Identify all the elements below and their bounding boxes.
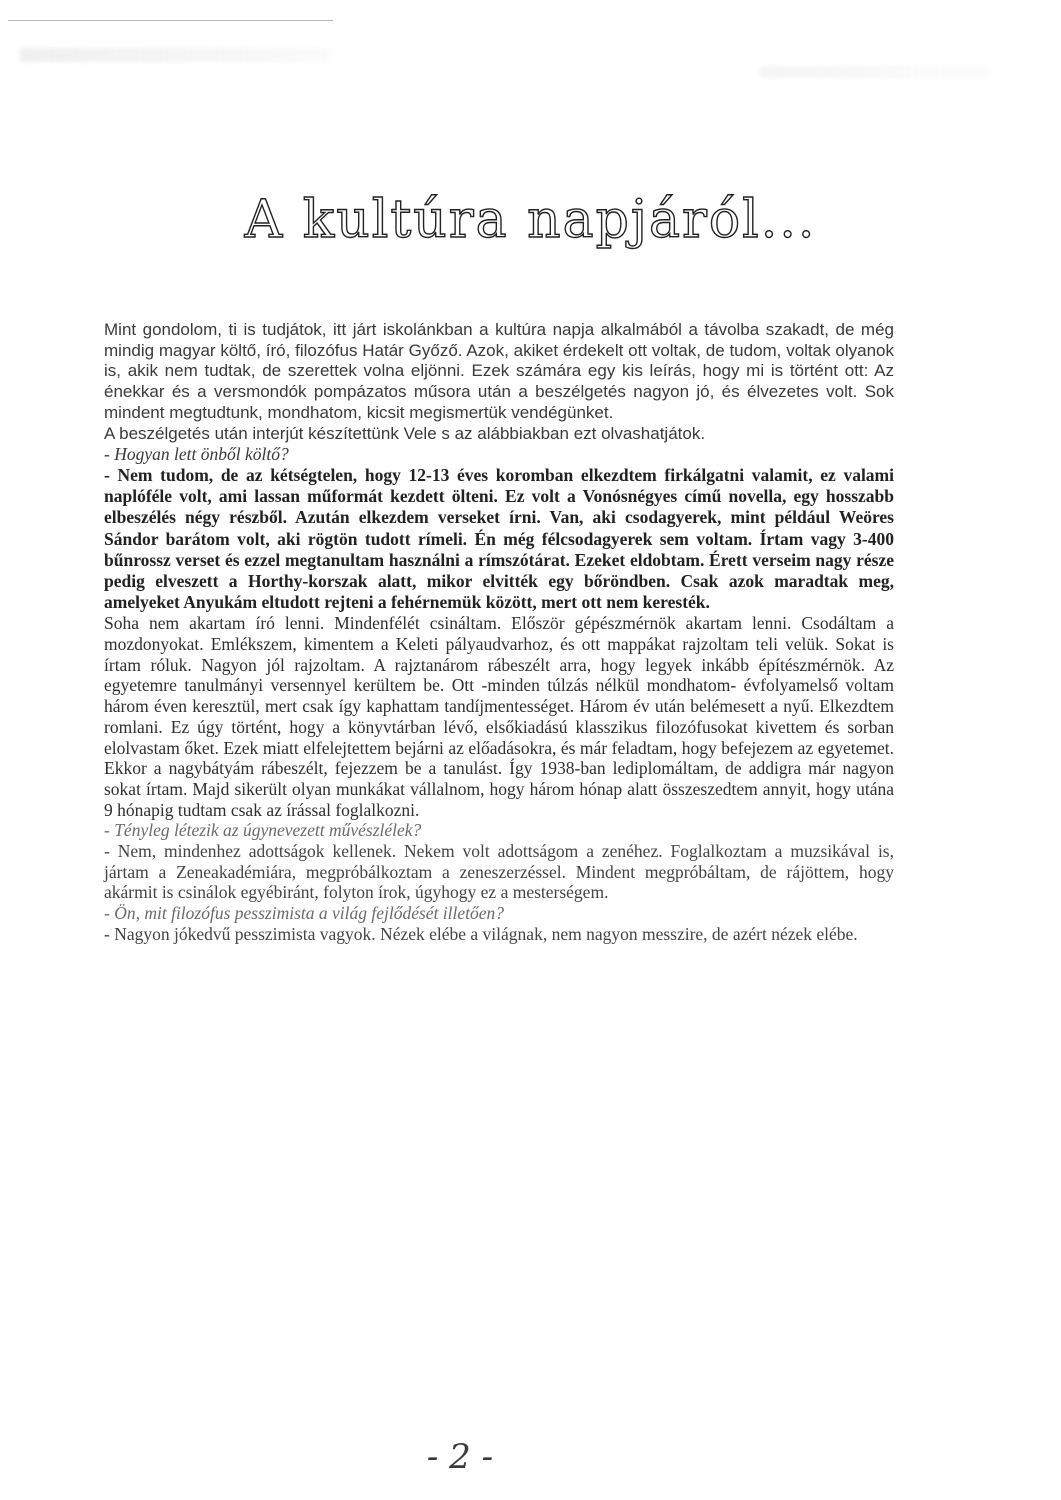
answer-2: - Nem, mindenhez adottságok kellenek. Nekem volt adottságom a zenéhez. Foglalkoztam a muzsikával is, jártam a Zeneakadémiára, megpróbálkoztam a zeneszerzéssel. Mindent megpróbáltam, de rájöttem, hogy akármit is csinálok egyébiránt, folyton írok, úgyhogy ez a mesterségem. [104, 841, 894, 903]
answer-3: - Nagyon jókedvű pesszimista vagyok. Nézek elébe a világnak, nem nagyon messzire, de azért nézek elébe. [104, 923, 858, 944]
top-rule [8, 20, 333, 21]
question-1: - Hogyan lett önből költő? [104, 444, 289, 465]
answer-1-continued: Soha nem akartam író lenni. Mindenfélét csináltam. Először gépészmérnök akartam lenni. Csodáltam a mozdonyokat. Emlékszem, kimentem a Keleti pályaudvarhoz, és ott mappákat rajzoltam teli velük. Sokat is írtam róluk. Nagyon jól rajzoltam. A rajztanárom rábeszélt arra, hogy legyek inkább építészmérnök. Az egyetemre tanulmányi versennyel kerültem be. Ott -minden túlzás nélkül mondhatom- évfolyamelső voltam három éven keresztül, mert csak így kaphattam tandíjmentességet. Három év után belémesett a nyű. Elkezdtem romlani. Ez úgy történt, hogy a könyvtárban lévő, elsőkiadású klasszikus filozófusokat kivettem és sorban elolvastam őket. Ezek miatt elfelejtettem bejárni az előadásokra, és már feladtam, hogy befejezem az egyetemet. Ekkor a nagybátyám rábeszélt, fejezzem be a tanulást. Így 1938-ban lediplomáltam, de addigra már nagyon sokat írtam. Majd sikerült olyan munkákat vállalnom, hogy három hónap alatt összeszedtem annyit, hogy utána 9 hónapig tudtam csak az írással foglalkozni. [104, 613, 894, 820]
scan-artifact [20, 48, 330, 62]
intro-paragraph: Mint gondolom, ti is tudjátok, itt járt iskolánkban a kultúra napja alkalmából a távolba szakadt, de még mindig magyar költő, író, filozófus Határ Győző. Azok, akiket érdekelt ott voltak, de tudom, voltak olyanok is, akik nem tudtak, de szerettek volna eljönni. Ezek számára egy kis leírás, hogy mi is történt ott: Az énekkar és a versmondók pompázatos műsora után a beszélgetés nagyon jó, és élvezetes volt. Sok mindent megtudtunk, mondhatom, kicsit megismertük vendégünket. [104, 320, 894, 422]
article-body [104, 320, 894, 945]
document-title: A kultúra napjáról... [244, 190, 817, 250]
scan-artifact [760, 66, 990, 78]
page-number: - 2 - [426, 1437, 494, 1477]
answer-1: - Nem tudom, de az kétségtelen, hogy 12-13 éves koromban elkezdtem firkálgatni valamit, ez valami naplóféle volt, ami lassan műformát kezdett ölteni. Ez volt a Vonósnégyes című novella, egy hosszabb elbeszélés négy részből. Azután elkezdem verseket írni. Van, aki csodagyerek, mint például Weöres Sándor barátom volt, aki rögtön tudott rímeli. Én még félcsodagyerek sem voltam. Írtam vagy 3-400 bűnrossz verset és ezzel megtanultam használni a rímszótárat. Ezeket eldobtam. Érett verseim nagy része pedig elveszett a Horthy-korszak alatt, mikor elvitték egy bőröndben. Csak azok maradtak meg, amelyeket Anyukám eltudott rejteni a fehérnemük között, mert ott nem keresték. [104, 464, 894, 613]
question-3: - Ön, mit filozófus pesszimista a világ fejlődését illetően? [104, 903, 505, 924]
interview-intro: A beszélgetés után interjút készítettünk Vele s az alábbiakban ezt olvashatjátok. [104, 423, 706, 443]
question-2: - Tényleg létezik az úgynevezett művészlélek? [104, 820, 422, 841]
